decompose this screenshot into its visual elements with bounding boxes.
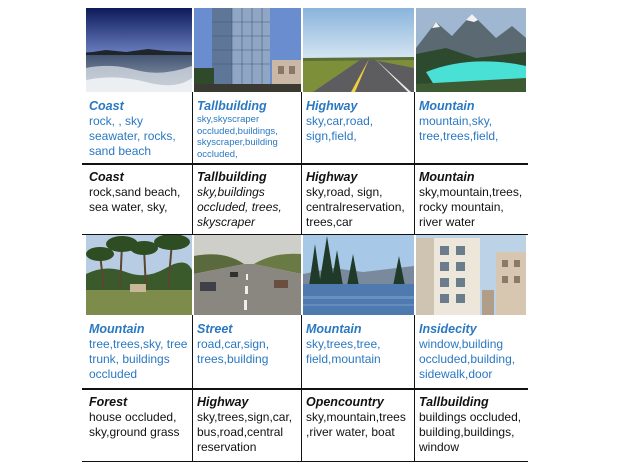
ground-truth-tags: sky,mountain,trees ,river water, boat <box>306 410 406 439</box>
ground-truth-class: Coast <box>89 170 124 184</box>
predicted-tags: sky,car,road, sign,field, <box>306 114 374 143</box>
ground-truth-cell <box>416 391 526 461</box>
street-photo <box>194 234 301 315</box>
ground-truth-tags: buildings occluded, building,buildings, window <box>419 410 522 454</box>
predicted-tags: tree,trees,sky, tree trunk, buildings occluded <box>89 337 188 381</box>
ground-truth-class: Tallbuilding <box>419 395 489 409</box>
ground-truth-tags: house occluded, sky,ground grass <box>89 410 180 439</box>
prediction-cell <box>416 319 526 387</box>
row-divider <box>82 461 528 462</box>
ground-truth-class: Forest <box>89 395 128 409</box>
ground-truth-class: Highway <box>197 395 249 409</box>
prediction-cell <box>303 96 414 162</box>
prediction-cell <box>416 96 526 162</box>
ground-truth-class: Tallbuilding <box>197 170 267 184</box>
predicted-tags: rock, , sky seawater, rocks, sand beach <box>89 114 176 158</box>
column-divider <box>301 92 302 234</box>
ground-truth-cell <box>86 391 192 461</box>
predicted-class: Mountain <box>306 322 362 336</box>
prediction-cell <box>86 319 192 387</box>
column-divider <box>192 315 193 461</box>
row-divider <box>82 234 528 235</box>
ground-truth-cell <box>303 166 414 234</box>
predicted-tags: mountain,sky, tree,trees,field, <box>419 114 499 143</box>
ground-truth-cell <box>194 391 301 461</box>
insidecity-photo <box>416 234 526 315</box>
ground-truth-class: Highway <box>306 170 358 184</box>
column-divider <box>414 315 415 461</box>
tallbuilding-photo <box>194 8 301 92</box>
column-divider <box>414 92 415 234</box>
prediction-cell <box>86 96 192 162</box>
ground-truth-tags: sky,mountain,trees, rocky mountain, river water <box>419 185 523 229</box>
ground-truth-class: Mountain <box>419 170 475 184</box>
row-divider <box>82 163 528 165</box>
predicted-class: Mountain <box>419 99 475 113</box>
scene-annotation-figure <box>82 8 528 463</box>
ground-truth-tags: sky,buildings occluded, trees, skyscraper <box>197 185 282 229</box>
ground-truth-class: Opencountry <box>306 395 384 409</box>
predicted-class: Mountain <box>89 322 145 336</box>
predicted-class: Highway <box>306 99 358 113</box>
ground-truth-tags: sky,road, sign, centralreservation, trees,car <box>306 185 405 229</box>
coast-photo <box>86 8 192 92</box>
ground-truth-cell <box>86 166 192 234</box>
predicted-tags: sky,trees,tree, field,mountain <box>306 337 381 366</box>
predicted-class: Tallbuilding <box>197 99 267 113</box>
predicted-class: Coast <box>89 99 124 113</box>
prediction-cell <box>194 96 301 162</box>
prediction-cell <box>303 319 414 387</box>
ground-truth-tags: rock,sand beach, sea water, sky, <box>89 185 181 214</box>
predicted-class: Street <box>197 322 233 336</box>
mountain-photo <box>416 8 526 92</box>
column-divider <box>192 92 193 234</box>
forest-photo <box>86 234 192 315</box>
ground-truth-cell <box>194 166 301 234</box>
column-divider <box>301 315 302 461</box>
lake-photo <box>303 234 414 315</box>
predicted-tags: window,building occluded,building, sidewalk,door <box>419 337 516 381</box>
predicted-tags: road,car,sign, trees,building <box>197 337 270 366</box>
predicted-class: Insidecity <box>419 322 477 336</box>
ground-truth-tags: sky,trees,sign,car, bus,road,central reservation <box>197 410 293 454</box>
predicted-tags: sky,skyscraper occluded,buildings, skyscraper,building occluded, <box>197 114 278 160</box>
ground-truth-cell <box>416 166 526 234</box>
row-divider <box>82 388 528 390</box>
prediction-cell <box>194 319 301 387</box>
highway-photo <box>303 8 414 92</box>
ground-truth-cell <box>303 391 414 461</box>
